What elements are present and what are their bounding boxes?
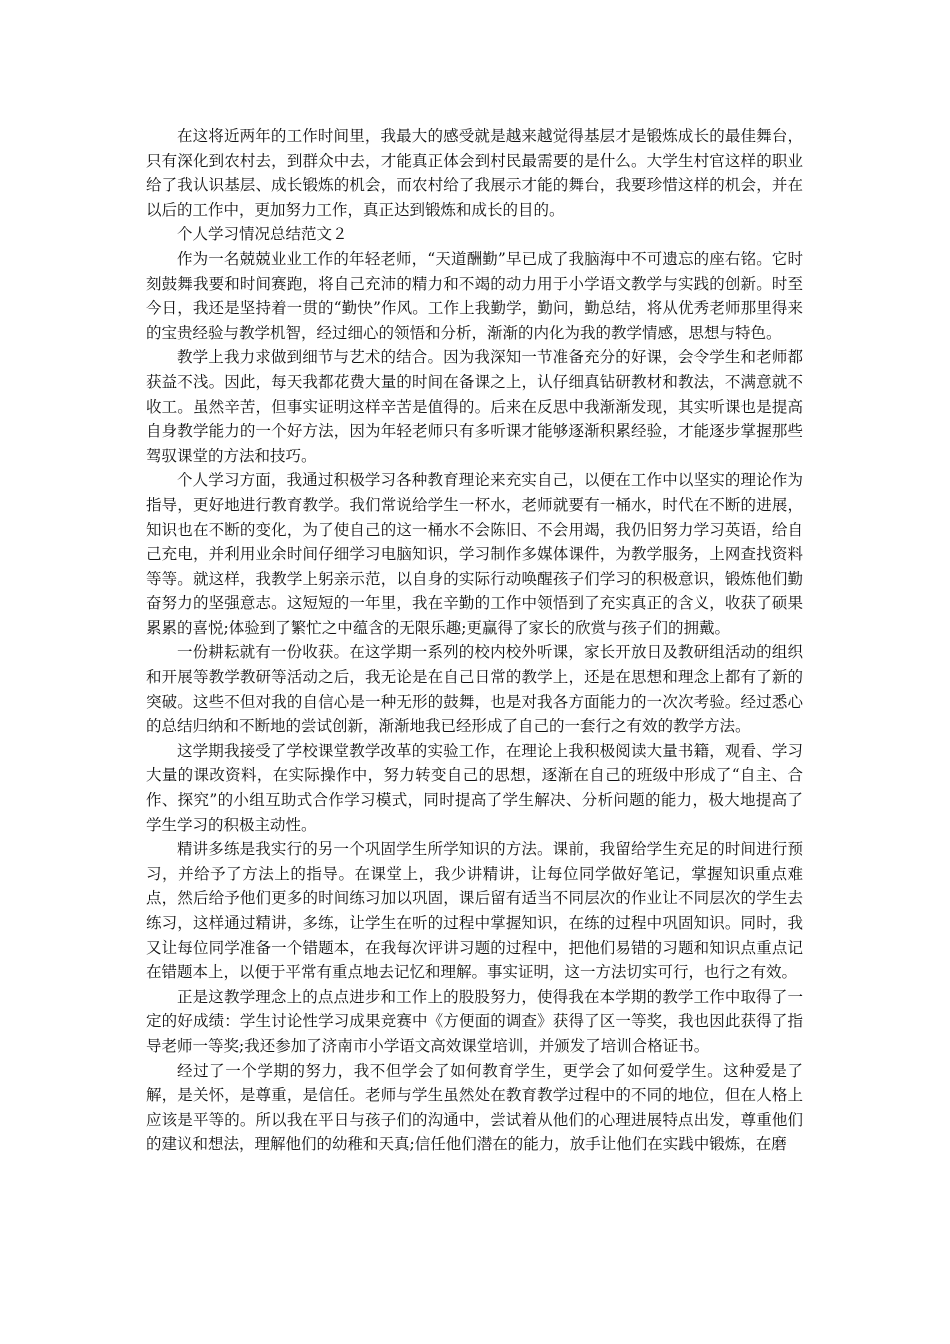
- paragraph: 精讲多练是我实行的另一个巩固学生所学知识的方法。课前，我留给学生充足的时间进行预习，并给予了方法上的指导。在课堂上，我少讲精讲，让每位同学做好笔记，掌握知识重点难点，然后给予他们更多的时间练习加以巩固，课后留有适当不同层次的作业让不同层次的学生去练习，这样通过精讲，多练，让学生在听的过程中掌握知识，在练的过程中巩固知识。同时，我又让每位同学准备一个错题本，在我每次评讲习题的过程中，把他们易错的习题和知识点重点记在错题本上，以便于平常有重点地去记忆和理解。事实证明，这一方法切实可行，也行之有效。: [146, 840, 803, 982]
- paragraph: 这学期我接受了学校课堂教学改革的实验工作，在理论上我积极阅读大量书籍，观看、学习大量的课改资料，在实际操作中，努力转变自己的思想，逐渐在自己的班级中形成了“自主、合作、探究”的小组互助式合作学习模式，同时提高了学生解决、分析问题的能力，极大地提高了学生学习的积极主动性。: [146, 741, 803, 834]
- paragraph: 一份耕耘就有一份收获。在这学期一系列的校内校外听课，家长开放日及教研组活动的组织和开展等教学教研等活动之后，我无论是在自己日常的教学上，还是在思想和理念上都有了新的突破。这些不但对我的自信心是一种无形的鼓舞，也是对我各方面能力的一次次考验。经过悉心的总结归纳和不断地的尝试创新，渐渐地我已经形成了自己的一套行之有效的教学方法。: [146, 643, 803, 736]
- paragraph: 个人学习方面，我通过积极学习各种教育理论来充实自己，以便在工作中以坚实的理论作为指导，更好地进行教育教学。我们常说给学生一杯水，老师就要有一桶水，时代在不断的进展，知识也在不断的变化，为了使自己的这一桶水不会陈旧、不会用竭，我仍旧努力学习英语，给自己充电，并利用业余时间仔细学习电脑知识，学习制作多媒体课件，为教学服务，上网查找资料等等。就这样，我教学上躬亲示范，以自身的实际行动唤醒孩子们学习的积极意识，锻炼他们勤奋努力的坚强意志。这短短的一年里，我在辛勤的工作中领悟到了充实真正的含义，收获了硕果累累的喜悦;体验到了繁忙之中蕴含的无限乐趣;更赢得了家长的欣赏与孩子们的拥戴。: [146, 471, 803, 637]
- document-body: [146, 124, 803, 1157]
- section-title: 个人学习情况总结范文２: [177, 225, 348, 244]
- paragraph: 教学上我力求做到细节与艺术的结合。因为我深知一节准备充分的好课，会令学生和老师都获益不浅。因此，每天我都花费大量的时间在备课之上，认仔细真钻研教材和教法，不满意就不收工。虽然辛苦，但事实证明这样辛苦是值得的。后来在反思中我渐渐发现，其实听课也是提高自身教学能力的一个好方法，因为年轻老师只有多听课才能够逐渐积累经验，才能逐步掌握那些驾驭课堂的方法和技巧。: [146, 348, 803, 465]
- paragraph: 正是这教学理念上的点点进步和工作上的股股努力，使得我在本学期的教学工作中取得了一定的好成绩：学生讨论性学习成果竞赛中《方便面的调查》获得了区一等奖，我也因此获得了指导老师一等奖;我还参加了济南市小学语文高效课堂培训，并颁发了培训合格证书。: [146, 987, 803, 1055]
- paragraph: 作为一名兢兢业业工作的年轻老师，“天道酬勤”早已成了我脑海中不可遗忘的座右铭。它时刻鼓舞我要和时间赛跑，将自己充沛的精力和不竭的动力用于小学语文教学与实践的创新。时至今日，我还是坚持着一贯的“勤快”作风。工作上我勤学，勤问，勤总结，将从优秀老师那里得来的宝贵经验与教学机智，经过细心的领悟和分析，渐渐的内化为我的教学情感，思想与特色。: [146, 249, 803, 342]
- paragraph-intro: 在这将近两年的工作时间里，我最大的感受就是越来越觉得基层才是锻炼成长的最佳舞台，只有深化到农村去，到群众中去，才能真正体会到村民最需要的是什么。大学生村官这样的职业给了我认识基层、成长锻炼的机会，而农村给了我展示才能的舞台，我要珍惜这样的机会，并在以后的工作中，更加努力工作，真正达到锻炼和成长的目的。: [146, 127, 803, 219]
- paragraph: 经过了一个学期的努力，我不但学会了如何教育学生，更学会了如何爱学生。这种爱是了解，是关怀，是尊重，是信任。老师与学生虽然处在教育教学过程中的不同的地位，但在人格上应该是平等的。所以我在平日与孩子们的沟通中，尝试着从他们的心理进展特点出发，尊重他们的建议和想法，理解他们的幼稚和天真;信任他们潜在的能力，放手让他们在实践中锻炼，在磨: [146, 1061, 803, 1154]
